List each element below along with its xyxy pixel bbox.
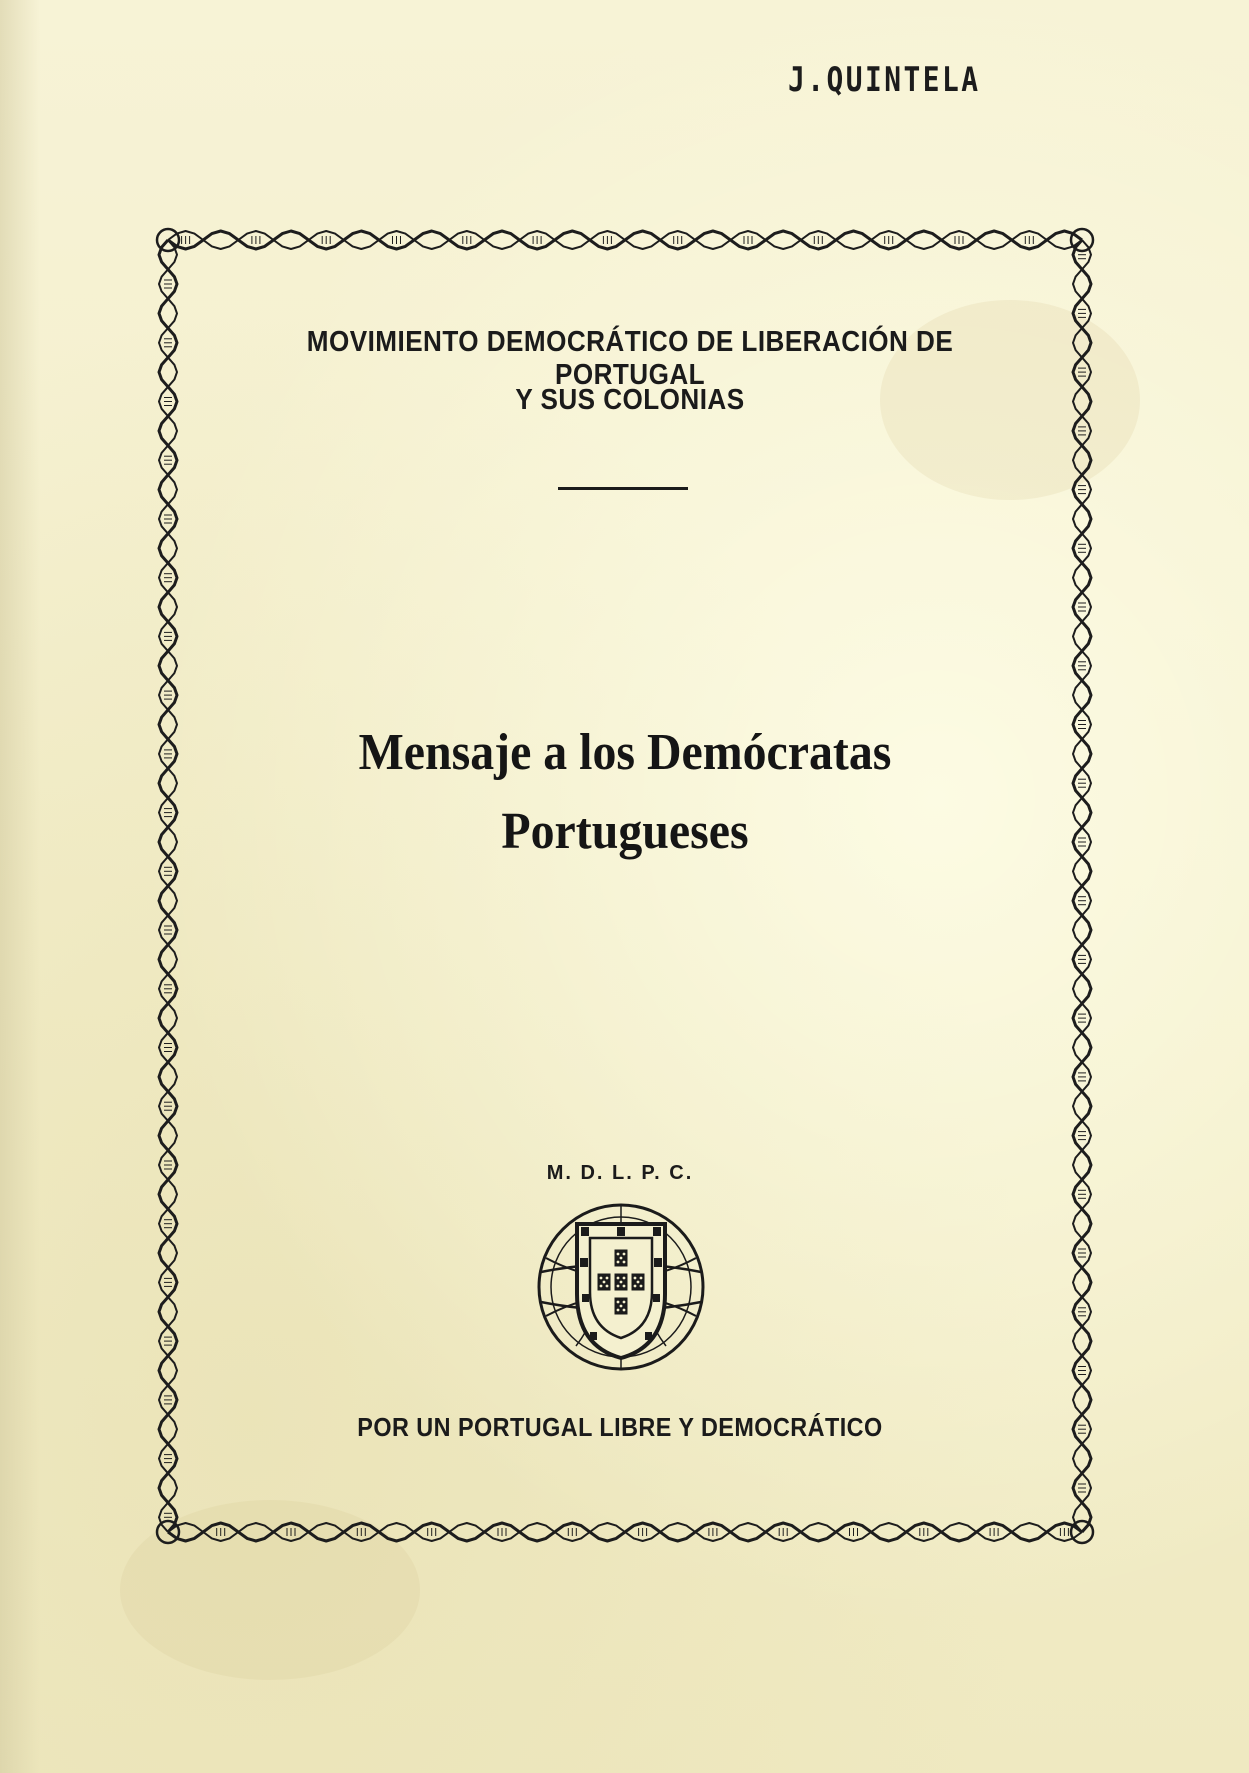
divider-rule [558,487,688,490]
document-title-line2: Portugueses [501,803,749,860]
ribbon-border-strand [159,240,177,1532]
handwritten-signature: J.QUINTELA [788,60,981,100]
document-title-line1: Mensaje a los Demócratas [358,724,892,781]
organization-name-line1: MOVIMIENTO DEMOCRÁTICO DE LIBERACIÓN DE PORTUGAL [306,326,954,391]
organization-acronym: M. D. L. P. C. [546,1162,694,1184]
ribbon-border-strand [168,231,1082,249]
slogan: POR UN PORTUGAL LIBRE Y DEMOCRÁTICO [357,1412,883,1442]
organization-name-line2: Y SUS COLONIAS [515,384,745,416]
ribbon-border-strand [1073,240,1091,1532]
portuguese-coat-of-arms-icon [532,1198,710,1376]
ribbon-border-strand [168,1523,1082,1541]
